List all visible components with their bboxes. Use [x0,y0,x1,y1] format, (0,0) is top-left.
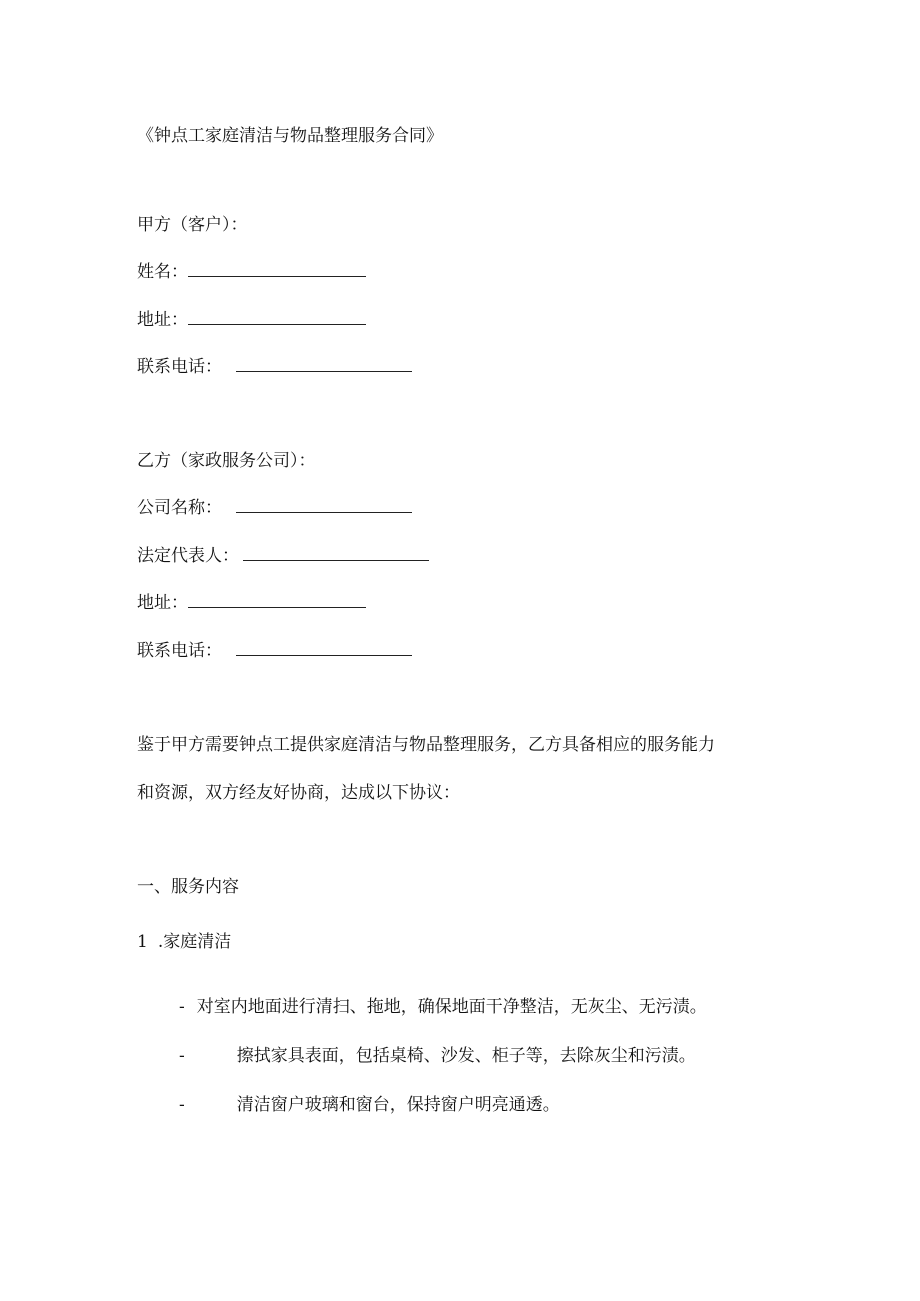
party-b-address-row [137,592,366,614]
party-a-phone-row [137,356,412,378]
party-b-rep-label: 法定代表人： [137,546,239,566]
party-b-address-blank [188,593,366,608]
party-a-name-label: 姓名： [137,262,188,282]
party-b-phone-row [137,640,412,662]
party-b-rep-blank [243,546,429,561]
party-a-phone-label: 联系电话： [137,357,222,377]
party-a-address-row [137,309,366,331]
party-b-company-label: 公司名称： [137,498,222,518]
party-a-name-blank [188,262,366,277]
party-a-address-blank [188,310,366,325]
party-a-heading: 甲方（客户）： [137,215,248,235]
party-b-address-label: 地址： [137,593,188,613]
document-title: 《钟点工家庭清洁与物品整理服务合同》 [137,126,443,146]
party-b-heading: 乙方（家政服务公司）： [137,451,316,471]
bullet-text: 擦拭家具表面，包括桌椅、沙发、柜子等，去除灰尘和污渍。 [236,1046,696,1066]
bullet-text: 对室内地面进行清扫、拖地，确保地面干净整洁，无灰尘、无污渍。 [196,997,707,1017]
preamble-line-1: 鉴于甲方需要钟点工提供家庭清洁与物品整理服务，乙方具备相应的服务能力 [137,735,715,755]
party-b-phone-blank [236,641,412,656]
section-1-heading: 一、服务内容 [137,877,239,897]
subsection-title: .家庭清洁 [157,932,232,952]
bullet-item [179,1045,696,1067]
bullet-dash: - [179,997,185,1017]
subsection-1-1 [137,931,231,953]
party-a-phone-blank [236,357,412,372]
subsection-number: 1 [137,932,148,952]
party-a-address-label: 地址： [137,310,188,330]
preamble-line-2: 和资源，双方经友好协商，达成以下协议： [137,783,460,803]
party-b-company-blank [236,498,412,513]
party-a-name-row [137,261,366,283]
bullet-dash: - [179,1046,185,1066]
party-b-rep-row [137,545,429,567]
bullet-dash: - [179,1095,185,1115]
bullet-item [179,996,707,1018]
bullet-item [179,1094,560,1116]
bullet-text: 清洁窗户玻璃和窗台，保持窗户明亮通透。 [236,1095,560,1115]
party-b-company-row [137,497,412,519]
party-b-phone-label: 联系电话： [137,641,222,661]
